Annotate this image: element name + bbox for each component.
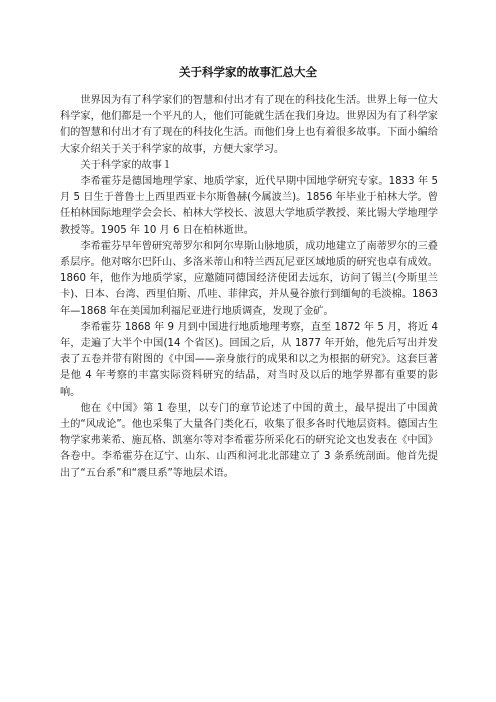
paragraph-biography: 李希霍芬是德国地理学家、地质学家，近代早期中国地学研究专家。1833 年 5 月 5 日生于普鲁士上西里西亚卡尔斯鲁赫(今属波兰)。1856 年毕业于柏林大学。曾任柏林国际地理学会会长、柏林大学校长、波恩大学地质学教授、莱比锡大学地理学教授等。1905 年 10 月 6 日在柏林逝世。 <box>60 176 438 236</box>
section-heading: 关于科学家的故事１ <box>80 159 173 171</box>
paragraph-loess-theory: 他在《中国》第 1 卷里，以专门的章节论述了中国的黄土，最早提出了中国黄土的“风成论”。他也采集了大量各门类化石，收集了很多各时代地层资料。德国古生物学家弗莱希、施瓦格、凯塞尔等对李希霍芬所采化石的研究论文也发表在《中国》各卷中。李希霍芬在辽宁、山东、山西和河北北部建立了 3 条系统剖面。他首先提出了“五台系”和“震旦系”等地层术语。 <box>60 402 438 479</box>
intro-paragraph: 世界因为有了科学家们的智慧和付出才有了现在的科技化生活。世界上每一位大科学家，他们都是一个平凡的人，他们可能就生活在我们身边。世界因为有了科学家们的智慧和付出才有了现在的科技化生活。而他们身上也有着很多故事。下面小编给大家介绍关于关于科学家的故事，方便大家学习。 <box>60 95 438 155</box>
paragraph-early-research: 李希霍芬早年曾研究蒂罗尔和阿尔卑斯山脉地质，成功地建立了南蒂罗尔的三叠系层序。他对喀尔巴阡山、多洛米蒂山和特兰西瓦尼亚区域地质的研究也卓有成效。1860 年，他作为地质学家，应邀随同德国经济使团去远东，访问了锡兰(今斯里兰卡)、日本、台湾、西里伯斯、爪哇、菲律宾，并从曼谷旅行到缅甸的毛淡棉。1863 年—1868 年在美国加利福尼亚进行地质调查，发现了金矿。 <box>60 240 438 317</box>
article-body <box>60 93 438 482</box>
paragraph-china-expedition: 李希霍芬 1868 年 9 月到中国进行地质地理考察，直至 1872 年 5 月，将近 4 年，走遍了大半个中国(14 个省区)。回国之后，从 1877 年开始，他先后写出并发表了五卷并带有附图的《中国——亲身旅行的成果和以之为根据的研究》。这套巨著是他 4 年考察的丰富实际资料研究的结晶，对当时及以后的地学界都有重要的影响。 <box>60 321 438 398</box>
page-title: 关于科学家的故事汇总大全 <box>179 65 317 79</box>
